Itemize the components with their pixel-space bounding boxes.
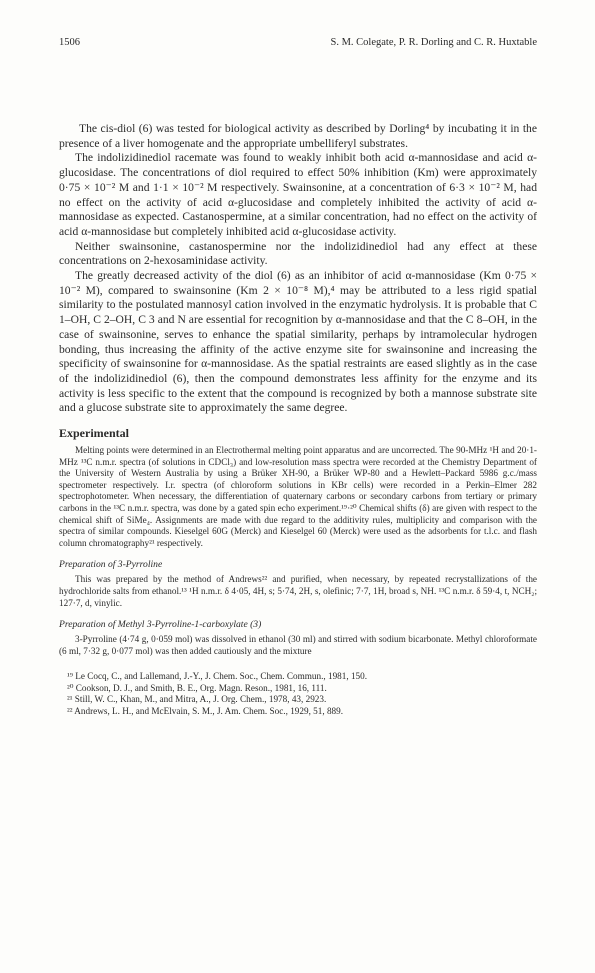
experimental-paragraph: Melting points were determined in an Electrothermal melting point apparatus and are uncorrected. The 90-MHz ¹H and 20·1-MHz ¹³C n.m.r. spectra (of solutions in CDCl₃) and low-resolution mass spectra were recorded at the Chemistry Department of the University of Western Australia by using a Brüker XH-90, a Brüker WP-80 and a Hewlett–Packard 5986 g.c./mass spectrometer respectively. I.r. spectra (of chloroform solutions in KBr cells) were recorded in a Perkin–Elmer 282 spectrophotometer. When necessary, the differentiation of quaternary carbons or secondary carbons from tertiary or primary carbons in the ¹³C n.m.r. spectra, was done by a gated spin echo experiment.¹⁹·²⁰ Chemical shifts (δ) are given with respect to the chemical shift of SiMe₄. Assignments are made with due regard to the additivity rules, multiplicity and comparison with the spectra of similar compounds. Kieselgel 60G (Merck) and Kieselgel 60 (Merck) were used as the adsorbents for t.l.c. and flash column chromatography²¹ respectively. <box>59 445 537 548</box>
subsection-heading: Preparation of Methyl 3-Pyrroline-1-carboxylate (3) <box>59 619 262 631</box>
reference-item: ²¹ Still, W. C., Khan, M., and Mitra, A., J. Org. Chem., 1978, 43, 2923. <box>67 694 327 705</box>
body-paragraph: The greatly decreased activity of the diol (6) as an inhibitor of acid α-mannosidase (Km 0·75 × 10⁻² M), compared to swainsonine (Km 2 × 10⁻⁸ M),⁴ may be attributed to a less rigid spatial similarity to the postulated mannosyl cation involved in the enzymatic hydrolysis. It is probable that C 1–OH, C 2–OH, C 3 and N are essential for recognition by α-mannosidase and that the C 8–OH, in the case of swainsonine, serves to enhance the spatial similarity, perhaps by intramolecular hydrogen bonding, thus increasing the affinity of the active enzyme site for swainsonine and increasing the specificity of swainsonine for α-mannosidase. As the spatial restraints are eased slightly as in the case of the indolizidinediol (6), then the compound demonstrates less affinity for the enzyme and its activity is less specific to the extent that the compound is recognized by both a mannose substrate site and a glucose substrate site to approximately the same degree. <box>59 269 537 415</box>
running-authors: S. M. Colegate, P. R. Dorling and C. R. Huxtable <box>330 37 537 48</box>
page-number: 1506 <box>59 37 80 48</box>
discussion-section <box>59 122 537 416</box>
body-paragraph: The cis-diol (6) was tested for biological activity as described by Dorling⁴ by incubating it in the presence of a liver homogenate and the appropriate umbelliferyl substrates. <box>59 122 537 150</box>
reference-item: ¹⁹ Le Cocq, C., and Lallemand, J.-Y., J. Chem. Soc., Chem. Commun., 1981, 150. <box>67 671 368 682</box>
body-paragraph: The indolizidinediol racemate was found to weakly inhibit both acid α-mannosidase and acid α-glucosidase. The concentrations of diol required to effect 50% inhibition (Km) were approximately 0·75 × 10⁻² M and 1·1 × 10⁻² M respectively. Swainsonine, at a concentration of 6·3 × 10⁻² M, had no effect on the activity of acid α-glucosidase and completely inhibited the activity of acid α-mannosidase as expected. Castanospermine, at a similar concentration, had no effect on the activity of acid α-mannosidase but completely inhibited acid α-glucosidase activity. <box>59 151 537 238</box>
reference-item: ²⁰ Cookson, D. J., and Smith, B. E., Org. Magn. Reson., 1981, 16, 111. <box>67 682 327 693</box>
reference-item: ²² Andrews, L. H., and McElvain, S. M., J. Am. Chem. Soc., 1929, 51, 889. <box>67 705 344 716</box>
subsection-heading: Preparation of 3-Pyrroline <box>59 559 163 571</box>
footnote-references <box>59 671 537 717</box>
body-paragraph: Neither swainsonine, castanospermine nor the indolizidinediol had any effect at these concentrations on 2-hexosaminidase activity. <box>59 239 537 268</box>
experimental-section <box>59 445 537 657</box>
preparation-paragraph: 3-Pyrroline (4·74 g, 0·059 mol) was dissolved in ethanol (30 ml) and stirred with sodium bicarbonate. Methyl chloroformate (6 ml, 7·32 g, 0·077 mol) was then added cautiously and the mixture <box>59 634 537 656</box>
preparation-paragraph: This was prepared by the method of Andrews²² and purified, when necessary, by repeated recrystallizations of the hydrochloride salts from ethanol.¹³ ¹H n.m.r. δ 4·05, 4H, s; 5·74, 2H, s, olefinic; 7·7, 1H, broad s, NH. ¹³C n.m.r. δ 59·4, t, NCH₂; 127·7, d, vinylic. <box>59 574 537 608</box>
article-body <box>59 122 537 717</box>
section-heading-experimental: Experimental <box>59 426 129 441</box>
running-header <box>59 37 537 48</box>
